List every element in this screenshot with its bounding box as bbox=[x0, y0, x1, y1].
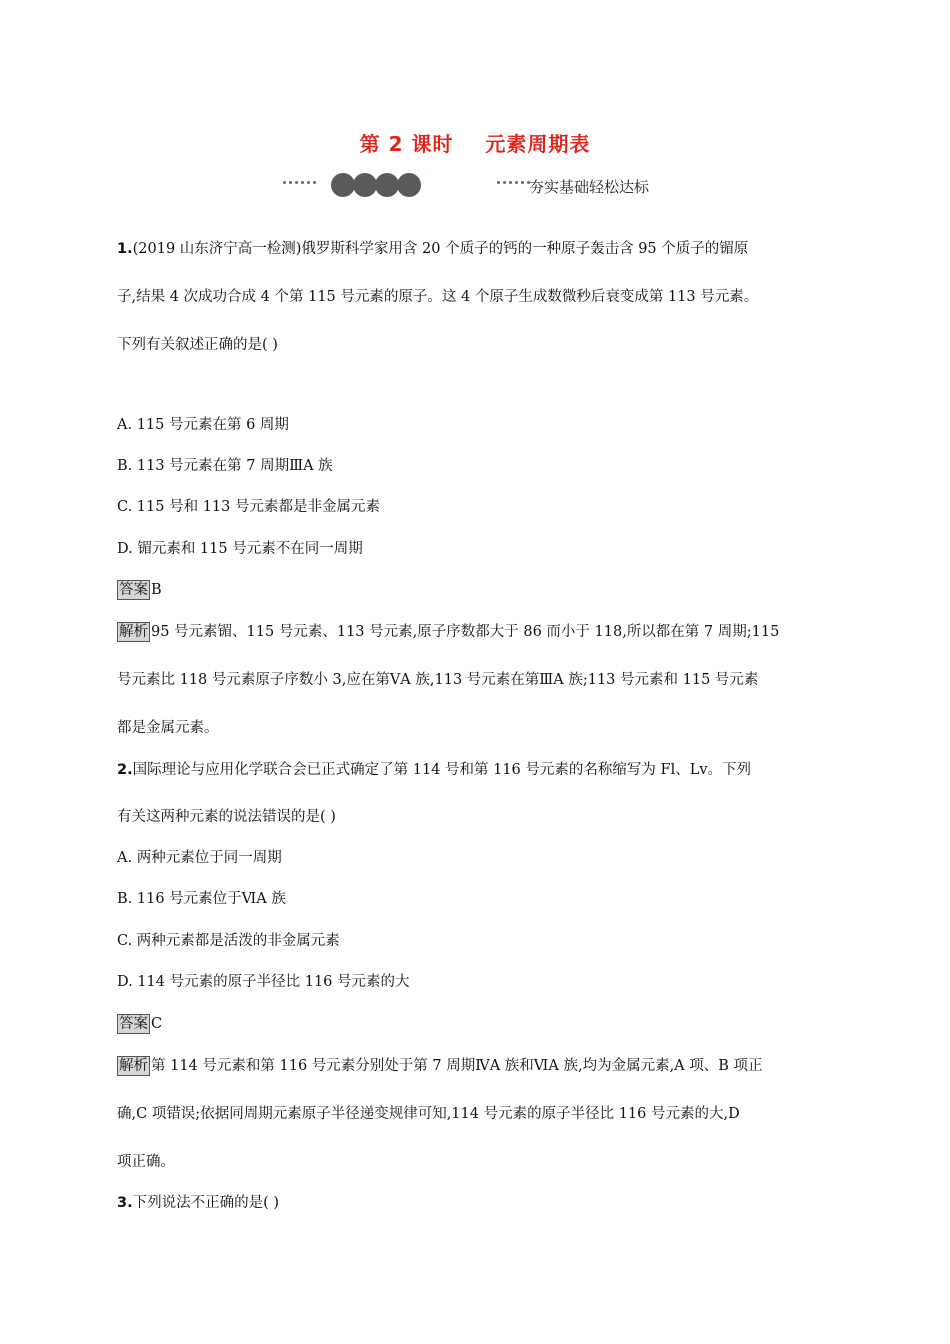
q1-option-a: A. 115 号元素在第 6 周期 bbox=[117, 417, 289, 433]
q2-option-d: D. 114 号元素的原子半径比 116 号元素的大 bbox=[117, 974, 410, 990]
q1-option-d: D. 镅元素和 115 号元素不在同一周期 bbox=[117, 541, 363, 557]
q2-answer: 答案 C bbox=[119, 1016, 163, 1032]
q2-stem-line-2: 有关这两种元素的说法错误的是( ) bbox=[117, 809, 336, 825]
q1-stem-line-2: 子,结果 4 次成功合成 4 个第 115 号元素的原子。这 4 个原子生成数微秒后衰变成第 113 号元素。 bbox=[117, 289, 759, 305]
analysis-tag: 解析 bbox=[119, 624, 148, 640]
q1-analysis-line-1: 解析 95 号元素镅、115 号元素、113 号元素,原子序数都大于 86 而小于 118,所以都在第 7 周期;115 bbox=[119, 624, 780, 640]
analysis-tag: 解析 bbox=[119, 1058, 148, 1074]
q2-analysis-line-3: 项正确。 bbox=[117, 1154, 175, 1170]
q1-stem-line-3: 下列有关叙述正确的是( ) bbox=[117, 337, 278, 353]
q2-option-c: C. 两种元素都是活泼的非金属元素 bbox=[117, 933, 340, 949]
q2-option-a: A. 两种元素位于同一周期 bbox=[117, 850, 282, 866]
answer-tag: 答案 bbox=[119, 1016, 148, 1032]
q1-analysis-line-3: 都是金属元素。 bbox=[117, 720, 219, 736]
dotted-line-left bbox=[283, 181, 316, 184]
lesson-title: 第 2 课时 元素周期表 bbox=[359, 132, 591, 156]
banner-circles-icon bbox=[331, 173, 421, 197]
dotted-line-right bbox=[497, 181, 530, 184]
q1-number: 1. bbox=[117, 241, 133, 257]
q1-stem-line-1: 1.(2019 山东济宁高一检测)俄罗斯科学家用含 20 个质子的钙的一种原子轰击含 95 个质子的镅原 bbox=[117, 241, 749, 257]
q3-stem-line-1: 3.下列说法不正确的是( ) bbox=[117, 1195, 280, 1211]
q1-answer: 答案 B bbox=[119, 582, 162, 598]
q2-number: 2. bbox=[117, 762, 133, 778]
q3-number: 3. bbox=[117, 1195, 133, 1211]
q1-analysis-line-2: 号元素比 118 号元素原子序数小 3,应在第ⅤA 族,113 号元素在第ⅢA 族;113 号元素和 115 号元素 bbox=[117, 672, 759, 688]
q2-stem-line-1: 2.国际理论与应用化学联合会已正式确定了第 114 号和第 116 号元素的名称缩写为 Fl、Lv。下列 bbox=[117, 762, 752, 778]
q1-option-b: B. 113 号元素在第 7 周期ⅢA 族 bbox=[117, 458, 333, 474]
q2-analysis-line-2: 确,C 项错误;依据同周期元素原子半径递变规律可知,114 号元素的原子半径比 116 号元素的大,D bbox=[117, 1106, 740, 1122]
q2-analysis-line-1: 解析 第 114 号元素和第 116 号元素分别处于第 7 周期ⅣA 族和ⅥA 族,均为金属元素,A 项、B 项正 bbox=[119, 1058, 763, 1074]
answer-tag: 答案 bbox=[119, 582, 148, 598]
section-banner bbox=[283, 170, 683, 200]
section-subtitle: 夯实基础轻松达标 bbox=[529, 178, 650, 196]
q2-option-b: B. 116 号元素位于ⅥA 族 bbox=[117, 891, 286, 907]
q1-option-c: C. 115 号和 113 号元素都是非金属元素 bbox=[117, 499, 380, 515]
